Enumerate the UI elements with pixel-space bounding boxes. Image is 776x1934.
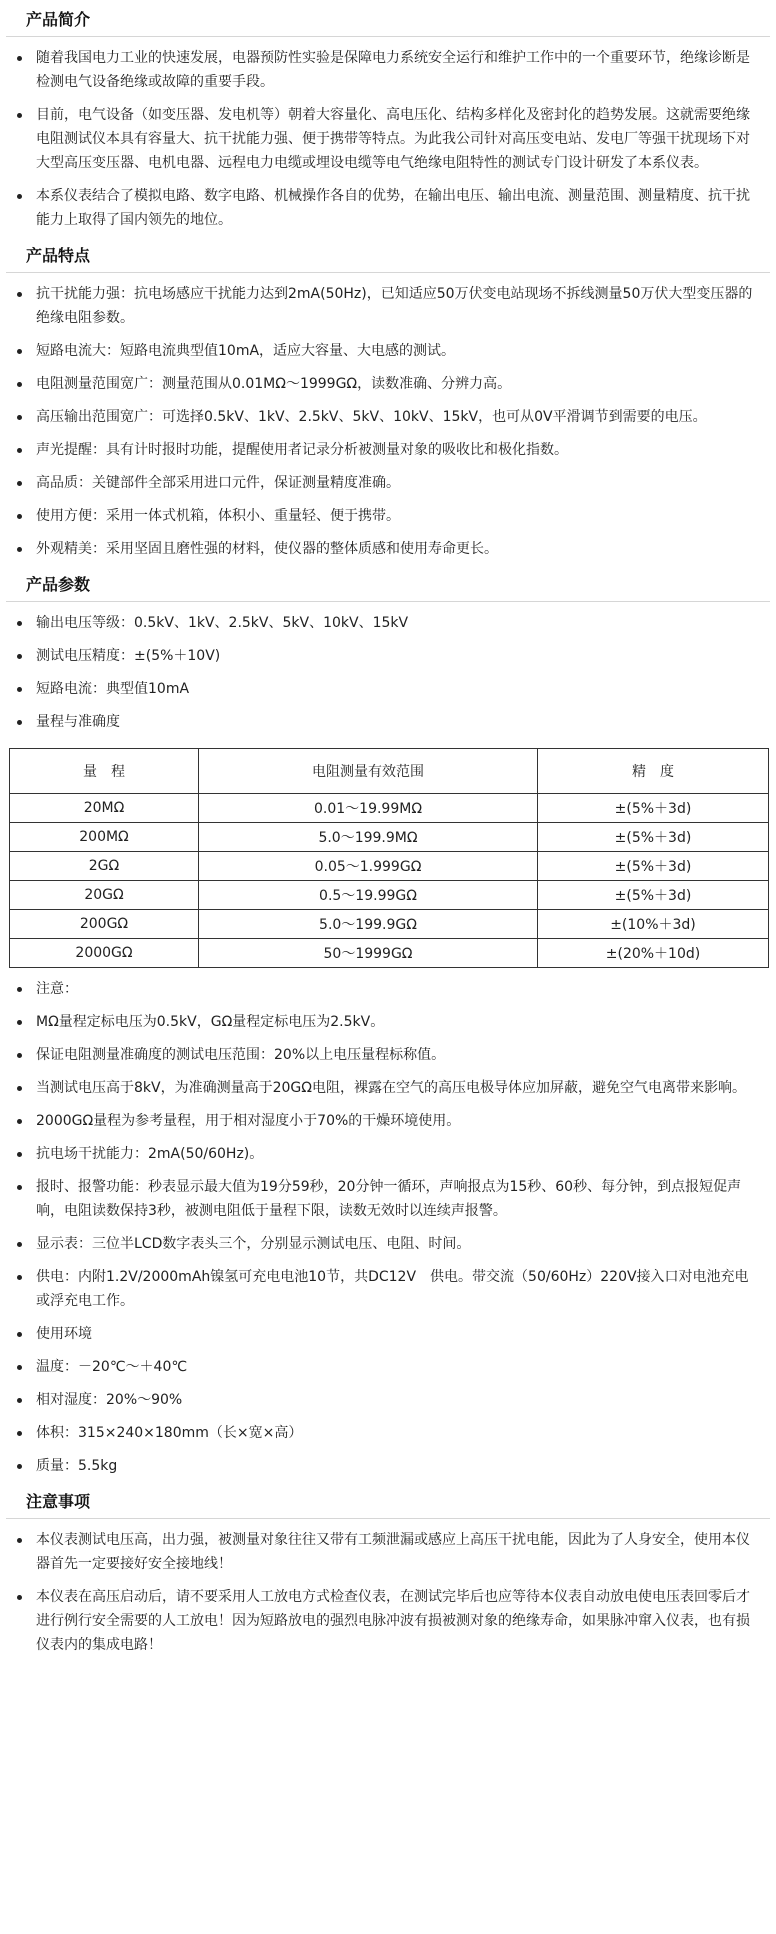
feature-item: 外观精美：采用坚固且磨性强的材料，使仪器的整体质感和使用寿命更长。: [0, 537, 776, 561]
feature-item: 高压输出范围宽广：可选择0.5kV、1kV、2.5kV、5kV、10kV、15kV，也可从0V平滑调节到需要的电压。: [0, 405, 776, 429]
intro-title: 产品简介: [26, 10, 91, 29]
intro-section-header: [6, 0, 770, 37]
table-cell: ±(5%＋3d): [538, 794, 769, 823]
table-header-effective-range: 电阻测量有效范围: [199, 749, 538, 794]
param-item: 量程与准确度: [0, 710, 776, 734]
param-item: 短路电流：典型值10mA: [0, 677, 776, 701]
note-item: 体积：315×240×180mm（长×宽×高）: [0, 1421, 776, 1445]
feature-item: 高品质：关键部件全部采用进口元件，保证测量精度准确。: [0, 471, 776, 495]
cautions-title: 注意事项: [26, 1492, 91, 1511]
table-cell: 2GΩ: [10, 852, 199, 881]
table-cell: ±(10%＋3d): [538, 910, 769, 939]
table-header-accuracy: 精 度: [538, 749, 769, 794]
intro-item: 目前，电气设备（如变压器、发电机等）朝着大容量化、高电压化、结构多样化及密封化的趋势发展。这就需要绝缘电阻测试仪本具有容量大、抗干扰能力强、便于携带等特点。为此我公司针对高压变电站、发电厂等强干扰现场下对大型高压变压器、电机电器、远程电力电缆或埋设电缆等电气绝缘电阻特性的测试专门设计研发了本系仪表。: [0, 103, 776, 175]
note-item: 供电：内附1.2V/2000mAh镍氢可充电电池10节，共DC12V 供电。带交流（50/60Hz）220V接入口对电池充电或浮充电工作。: [0, 1265, 776, 1313]
table-cell: 5.0～199.9GΩ: [199, 910, 538, 939]
note-item: 报时、报警功能：秒表显示最大值为19分59秒，20分钟一循环，声响报点为15秒、60秒、每分钟，到点报短促声响，电阻读数保持3秒，被测电阻低于量程下限，读数无效时以连续声报警。: [0, 1175, 776, 1223]
table-cell: 20MΩ: [10, 794, 199, 823]
params-notes-list: [0, 977, 776, 1478]
table-header-row: [10, 749, 769, 794]
table-cell: 20GΩ: [10, 881, 199, 910]
note-item: 当测试电压高于8kV，为准确测量高于20GΩ电阻，裸露在空气的高压电极导体应加屏蔽，避免空气电离带来影响。: [0, 1076, 776, 1100]
table-cell: ±(5%＋3d): [538, 852, 769, 881]
note-item: 2000GΩ量程为参考量程，用于相对湿度小于70%的干燥环境使用。: [0, 1109, 776, 1133]
table-cell: 2000GΩ: [10, 939, 199, 968]
table-cell: 0.05～1.999GΩ: [199, 852, 538, 881]
table-cell: 50～1999GΩ: [199, 939, 538, 968]
param-item: 输出电压等级：0.5kV、1kV、2.5kV、5kV、10kV、15kV: [0, 611, 776, 635]
feature-item: 抗干扰能力强：抗电场感应干扰能力达到2mA(50Hz)，已知适应50万伏变电站现场不拆线测量50万伏大型变压器的绝缘电阻参数。: [0, 282, 776, 330]
table-cell: 5.0～199.9MΩ: [199, 823, 538, 852]
table-cell: 0.01～19.99MΩ: [199, 794, 538, 823]
intro-list: [0, 46, 776, 232]
params-section-header: [6, 565, 770, 602]
table-row: [10, 794, 769, 823]
caution-item: 本仪表测试电压高，出力强，被测量对象往往又带有工频泄漏或感应上高压干扰电能，因此为了人身安全，使用本仪器首先一定要接好安全接地线！: [0, 1528, 776, 1576]
note-item: 抗电场干扰能力：2mA(50/60Hz)。: [0, 1142, 776, 1166]
note-item: 保证电阻测量准确度的测试电压范围：20%以上电压量程标称值。: [0, 1043, 776, 1067]
table-cell: ±(5%＋3d): [538, 881, 769, 910]
intro-item: 本系仪表结合了模拟电路、数字电路、机械操作各自的优势，在输出电压、输出电流、测量范围、测量精度、抗干扰能力上取得了国内领先的地位。: [0, 184, 776, 232]
table-row: [10, 823, 769, 852]
features-title: 产品特点: [26, 246, 91, 265]
note-item: 注意：: [0, 977, 776, 1001]
table-cell: 200GΩ: [10, 910, 199, 939]
table-cell: ±(20%＋10d): [538, 939, 769, 968]
params-title: 产品参数: [26, 575, 91, 594]
caution-item: 本仪表在高压启动后，请不要采用人工放电方式检查仪表，在测试完毕后也应等待本仪表自动放电使电压表回零后才进行例行安全需要的人工放电！因为短路放电的强烈电脉冲波有损被测对象的绝缘寿命，如果脉冲窜入仪表，也有损仪表内的集成电路！: [0, 1585, 776, 1657]
table-cell: 200MΩ: [10, 823, 199, 852]
cautions-list: [0, 1528, 776, 1657]
features-section-header: [6, 236, 770, 273]
table-header-range: 量 程: [10, 749, 199, 794]
cautions-section-header: [6, 1482, 770, 1519]
table-row: [10, 881, 769, 910]
table-row: [10, 939, 769, 968]
param-item: 测试电压精度：±(5%＋10V): [0, 644, 776, 668]
feature-item: 使用方便：采用一体式机箱，体积小、重量轻、便于携带。: [0, 504, 776, 528]
params-list: [0, 611, 776, 734]
range-accuracy-table: [9, 748, 769, 968]
feature-item: 电阻测量范围宽广：测量范围从0.01MΩ～1999GΩ，读数准确、分辨力高。: [0, 372, 776, 396]
note-item: 显示表：三位半LCD数字表头三个，分别显示测试电压、电阻、时间。: [0, 1232, 776, 1256]
note-item: 质量：5.5kg: [0, 1454, 776, 1478]
feature-item: 短路电流大：短路电流典型值10mA，适应大容量、大电感的测试。: [0, 339, 776, 363]
table-cell: 0.5～19.99GΩ: [199, 881, 538, 910]
table-row: [10, 852, 769, 881]
intro-item: 随着我国电力工业的快速发展，电器预防性实验是保障电力系统安全运行和维护工作中的一个重要环节，绝缘诊断是检测电气设备绝缘或故障的重要手段。: [0, 46, 776, 94]
note-item: 温度：－20℃～＋40℃: [0, 1355, 776, 1379]
note-item: MΩ量程定标电压为0.5kV，GΩ量程定标电压为2.5kV。: [0, 1010, 776, 1034]
note-item: 使用环境: [0, 1322, 776, 1346]
table-cell: ±(5%＋3d): [538, 823, 769, 852]
table-row: [10, 910, 769, 939]
features-list: [0, 282, 776, 561]
note-item: 相对湿度：20%～90%: [0, 1388, 776, 1412]
feature-item: 声光提醒：具有计时报时功能，提醒使用者记录分析被测量对象的吸收比和极化指数。: [0, 438, 776, 462]
